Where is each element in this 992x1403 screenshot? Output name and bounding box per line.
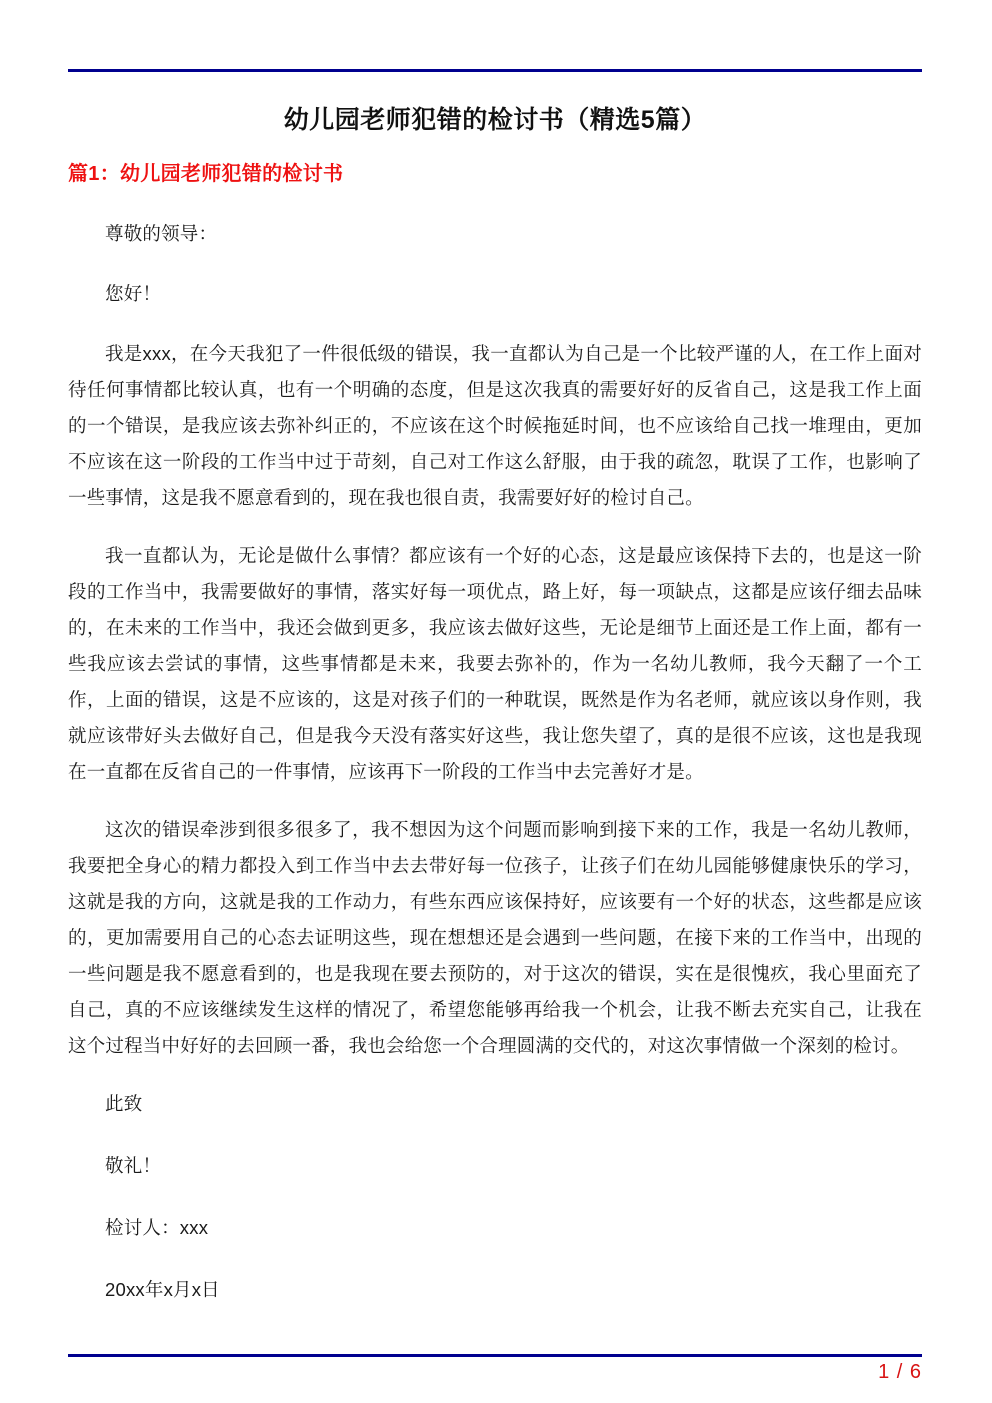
closing-cizhi: 此致 [105, 1092, 143, 1114]
closing-block [68, 1086, 922, 1308]
body-paragraph-1: 我是xxx，在今天我犯了一件很低级的错误，我一直都认为自己是一个比较严谨的人，在工作上面对待任何事情都比较认真，也有一个明确的态度，但是这次我真的需要好好的反省自己，这是我工作上面的一个错误，是我应该去弥补纠正的，不应该在这个时候拖延时间，也不应该给自己找一堆理由，更加不应该在这一阶段的工作当中过于苛刻，自己对工作这么舒服，由于我的疏忽，耽误了工作，也影响了一些事情，这是我不愿意看到的，现在我也很自责，我需要好好的检讨自己。 [68, 342, 922, 508]
closing-jingli: 敬礼！ [105, 1154, 162, 1176]
greeting: 您好！ [105, 282, 162, 304]
header-rule [68, 69, 922, 72]
page-number: 1 / 6 [878, 1361, 922, 1383]
section-heading: 篇1：幼儿园老师犯错的检讨书 [68, 162, 344, 185]
salutation: 尊敬的领导： [105, 222, 218, 244]
document-content [68, 104, 922, 1334]
body-paragraph-2: 我一直都认为，无论是做什么事情？都应该有一个好的心态，这是最应该保持下去的，也是这一阶段的工作当中，我需要做好的事情，落实好每一项优点，路上好，每一项缺点，这都是应该仔细去品味的，在未来的工作当中，我还会做到更多，我应该去做好这些，无论是细节上面还是工作上面，都有一些我应该去尝试的事情，这些事情都是未来，我要去弥补的，作为一名幼儿教师，我今天翻了一个工作，上面的错误，这是不应该的，这是对孩子们的一种耽误，既然是作为名老师，就应该以身作则，我就应该带好头去做好自己，但是我今天没有落实好这些，我让您失望了，真的是很不应该，这也是我现在一直都在反省自己的一件事情，应该再下一阶段的工作当中去完善好才是。 [68, 544, 922, 782]
signature-date: 20xx年x月x日 [105, 1278, 220, 1300]
body-paragraph-3: 这次的错误牵涉到很多很多了，我不想因为这个问题而影响到接下来的工作，我是一名幼儿教师，我要把全身心的精力都投入到工作当中去去带好每一位孩子，让孩子们在幼儿园能够健康快乐的学习，这就是我的方向，这就是我的工作动力，有些东西应该保持好，应该要有一个好的状态，这些都是应该的，更加需要用自己的心态去证明这些，现在想想还是会遇到一些问题，在接下来的工作当中，出现的一些问题是我不愿意看到的，也是我现在要去预防的，对于这次的错误，实在是很愧疚，我心里面充了自己，真的不应该继续发生这样的情况了，希望您能够再给我一个机会，让我不断去充实自己，让我在这个过程当中好好的去回顾一番，我也会给您一个合理圆满的交代的，对这次事情做一个深刻的检讨。 [68, 818, 922, 1056]
page-title: 幼儿园老师犯错的检讨书（精选5篇） [283, 106, 707, 134]
signer-name: 检讨人：xxx [105, 1216, 209, 1238]
footer-rule [68, 1354, 922, 1357]
